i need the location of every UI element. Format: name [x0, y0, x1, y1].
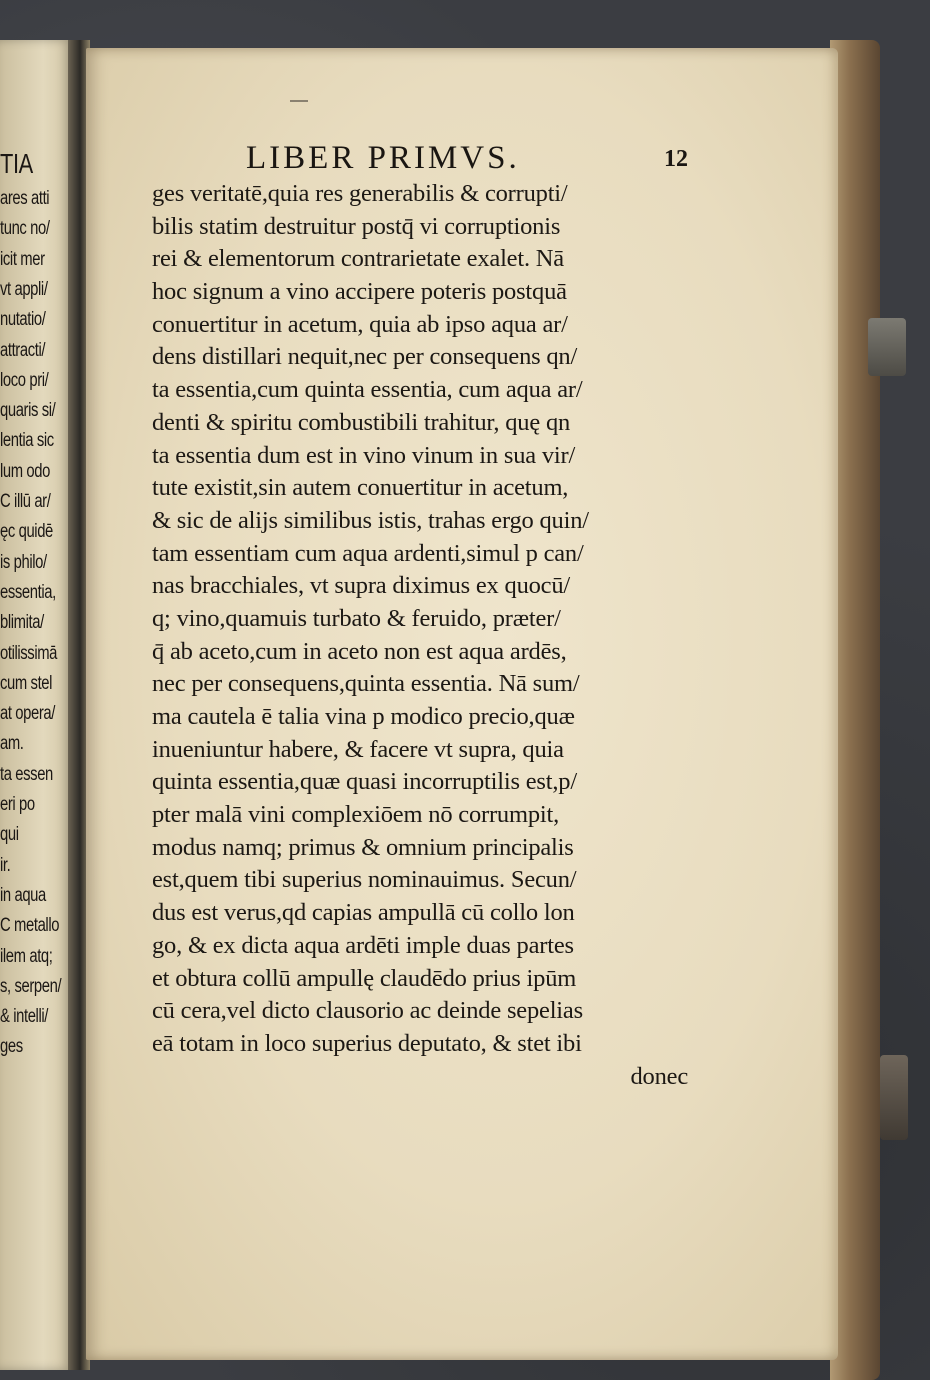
- text-line: ta essentia dum est in vino vinum in sua vir/: [152, 441, 576, 469]
- running-head: LIBER PRIMVS.: [246, 140, 520, 176]
- facing-page-line: vt appli/: [0, 278, 48, 300]
- facing-page-line: cum stel: [0, 672, 53, 694]
- text-line: dens distillari nequit,nec per consequens qn/: [152, 343, 578, 371]
- clasp-top: [868, 318, 906, 376]
- clasp-bottom: [880, 1055, 908, 1140]
- text-line: eā totam in loco superius deputato, & stet ibi: [152, 1029, 582, 1057]
- text-line: est,quem tibi superius nominauimus. Secun/: [152, 866, 577, 894]
- facing-page-line: TIA: [0, 148, 33, 179]
- text-line: go, & ex dicta aqua ardēti imple duas partes: [152, 931, 574, 959]
- text-line: denti & spiritu combustibili trahitur, quę qn: [152, 408, 571, 436]
- text-line: q; vino,quamuis turbato & feruido, prӕter/: [152, 604, 561, 632]
- facing-page-line: C illū ar/: [0, 491, 51, 512]
- facing-page-line: icit mer: [0, 248, 45, 270]
- facing-page-line: am.: [0, 733, 24, 755]
- facing-page-line: loco pri/: [0, 369, 49, 391]
- facing-page-line: s, serpen/: [0, 975, 62, 997]
- text-line: tute existit,sin autem conuertitur in acetum,: [152, 474, 569, 502]
- facing-page-line: tunc no/: [0, 218, 50, 240]
- facing-page-line: ilem atq;: [0, 945, 53, 967]
- text-line: nas bracchiales, vt supra diximus ex quocū/: [152, 572, 570, 600]
- text-line: cū cera,vel dicto clausorio ac deinde sepelias: [152, 997, 583, 1025]
- facing-page-line: ta essen: [0, 763, 53, 785]
- text-line: conuertitur in acetum, quia ab ipso aqua ar/: [152, 310, 568, 338]
- text-line: dus est verus,qd capias ampullā cū collo lon: [152, 899, 575, 927]
- text-line: inueniuntur habere, & facere vt supra, quia: [152, 735, 564, 763]
- facing-page-line: ir.: [0, 854, 11, 876]
- facing-page-line: & intelli/: [0, 1006, 48, 1028]
- text-line: pter malā vini complexiōem nō corrumpit,: [152, 801, 560, 829]
- text-line: quinta essentia,quӕ quasi incorruptilis est,p/: [152, 768, 577, 796]
- facing-page-left: [0, 40, 72, 1370]
- text-line: hoc signum a vino accipere poteris postquā: [152, 278, 567, 306]
- facing-page-line: otilissimā: [0, 642, 58, 664]
- facing-page-line: blimita/: [0, 612, 44, 634]
- text-line: ma cautela ē talia vina p modico precio,quӕ: [152, 703, 575, 730]
- text-line: nec per consequens,quinta essentia. Nā sum/: [152, 670, 580, 698]
- facing-page-line: is philo/: [0, 551, 47, 573]
- facing-page-line: ares atti: [0, 188, 50, 209]
- text-line: et obtura collū ampullę claudēdo prius ipūm: [152, 964, 577, 992]
- facing-page-line: attracti/: [0, 339, 46, 361]
- facing-page-line: quaris si/: [0, 400, 56, 422]
- text-line: donec: [630, 1062, 688, 1090]
- text-line: tam essentiam cum aqua ardenti,simul p can/: [152, 539, 584, 567]
- facing-page-line: C metallo: [0, 915, 60, 937]
- text-line: ges veritatē,quia res generabilis & corrupti/: [152, 180, 568, 207]
- text-line: rei & elementorum contrarietate exalet. Nā: [152, 245, 564, 273]
- facing-page-line: in aqua: [0, 884, 46, 906]
- facing-page-line: ges: [0, 1036, 23, 1058]
- facing-page-line: lum odo: [0, 460, 51, 482]
- folio-number: 12: [664, 146, 688, 172]
- text-line: bilis statim destruitur postq̄ vi corruptionis: [152, 212, 561, 240]
- text-line: ta essentia,cum quinta essentia, cum aqua ar/: [152, 376, 583, 404]
- text-line: q̄ ab aceto,cum in aceto non est aqua ardēs,: [152, 637, 567, 665]
- facing-page-line: ęc quidē: [0, 521, 53, 543]
- text-line: modus namq; primus & omnium principalis: [152, 833, 574, 861]
- page-body-text: [152, 178, 712, 1093]
- facing-page-line: essentia,: [0, 581, 56, 603]
- facing-page-line: lentia sic: [0, 430, 54, 452]
- facing-page-line: nutatio/: [0, 309, 46, 331]
- pencil-mark: [290, 100, 308, 102]
- facing-page-line: eri po: [0, 794, 35, 815]
- facing-page-line: at opera/: [0, 703, 55, 725]
- facing-page-line: qui: [0, 824, 19, 846]
- text-line: & sic de alijs similibus istis, trahas ergo quin/: [152, 506, 589, 534]
